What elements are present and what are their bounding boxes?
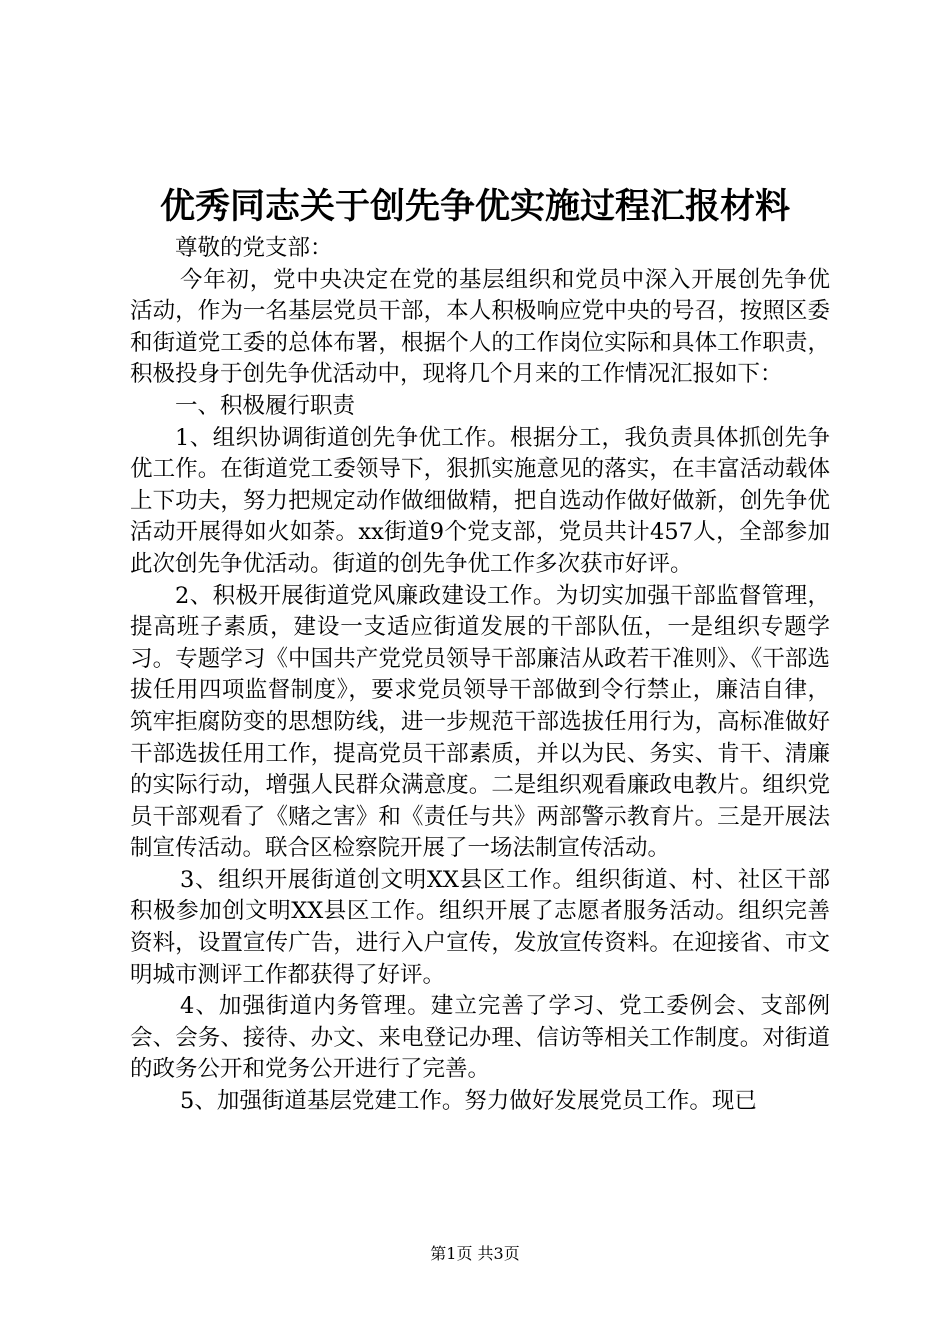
paragraph-item-4: 4、加强街道内务管理。建立完善了学习、党工委例会、支部例会、会务、接待、办文、来电登记办理、信访等相关工作制度。对街道的政务公开和党务公开进行了完善。 (130, 993, 830, 1083)
salutation: 尊敬的党支部： (175, 235, 333, 261)
page-footer: 第1页 共3页 (430, 1244, 520, 1263)
paragraph-item-5: 5、加强街道基层党建工作。努力做好发展党员工作。现已 (180, 1088, 757, 1115)
document-body (130, 233, 830, 1118)
document-title: 优秀同志关于创先争优实施过程汇报材料 (159, 186, 790, 227)
paragraph-item-3: 3、组织开展街道创文明XX县区工作。组织街道、村、社区干部积极参加创文明XX县区工作。组织开展了志愿者服务活动。组织完善资料，设置宣传广告，进行入户宣传，发放宣传资料。在迎接省、市文明城市测评工作都获得了好评。 (130, 866, 830, 988)
paragraph-intro: 今年初，党中央决定在党的基层组织和党员中深入开展创先争优活动，作为一名基层党员干部，本人积极响应党中央的号召，按照区委和街道党工委的总体布署，根据个人的工作岗位实际和具体工作职责，积极投身于创先争优活动中，现将几个月来的工作情况汇报如下： (130, 266, 830, 388)
paragraph-item-1: 1、组织协调街道创先争优工作。根据分工，我负责具体抓创先争优工作。在街道党工委领导下，狠抓实施意见的落实，在丰富活动载体上下功夫，努力把规定动作做细做精，把自选动作做好做新，创先争优活动开展得如火如荼。xx街道9个党支部，党员共计457人，全部参加此次创先争优活动。街道的创先争优工作多次获市好评。 (130, 424, 830, 577)
section-heading: 一、积极履行职责 (175, 392, 356, 419)
paragraph-item-2: 2、积极开展街道党风廉政建设工作。为切实加强干部监督管理，提高班子素质，建设一支适应街道发展的干部队伍，一是组织专题学习。专题学习《中国共产党党员领导干部廉洁从政若干准则》、《干部选拔任用四项监督制度》，要求党员领导干部做到令行禁止，廉洁自律，筑牢拒腐防变的思想防线，进一步规范干部选拔任用行为，高标准做好干部选拔任用工作，提高党员干部素质，并以为民、务实、肯干、清廉的实际行动，增强人民群众满意度。二是组织观看廉政电教片。组织党员干部观看了《赌之害》和《责任与共》两部警示教育片。三是开展法制宣传活动。联合区检察院开展了一场法制宣传活动。 (130, 582, 830, 862)
